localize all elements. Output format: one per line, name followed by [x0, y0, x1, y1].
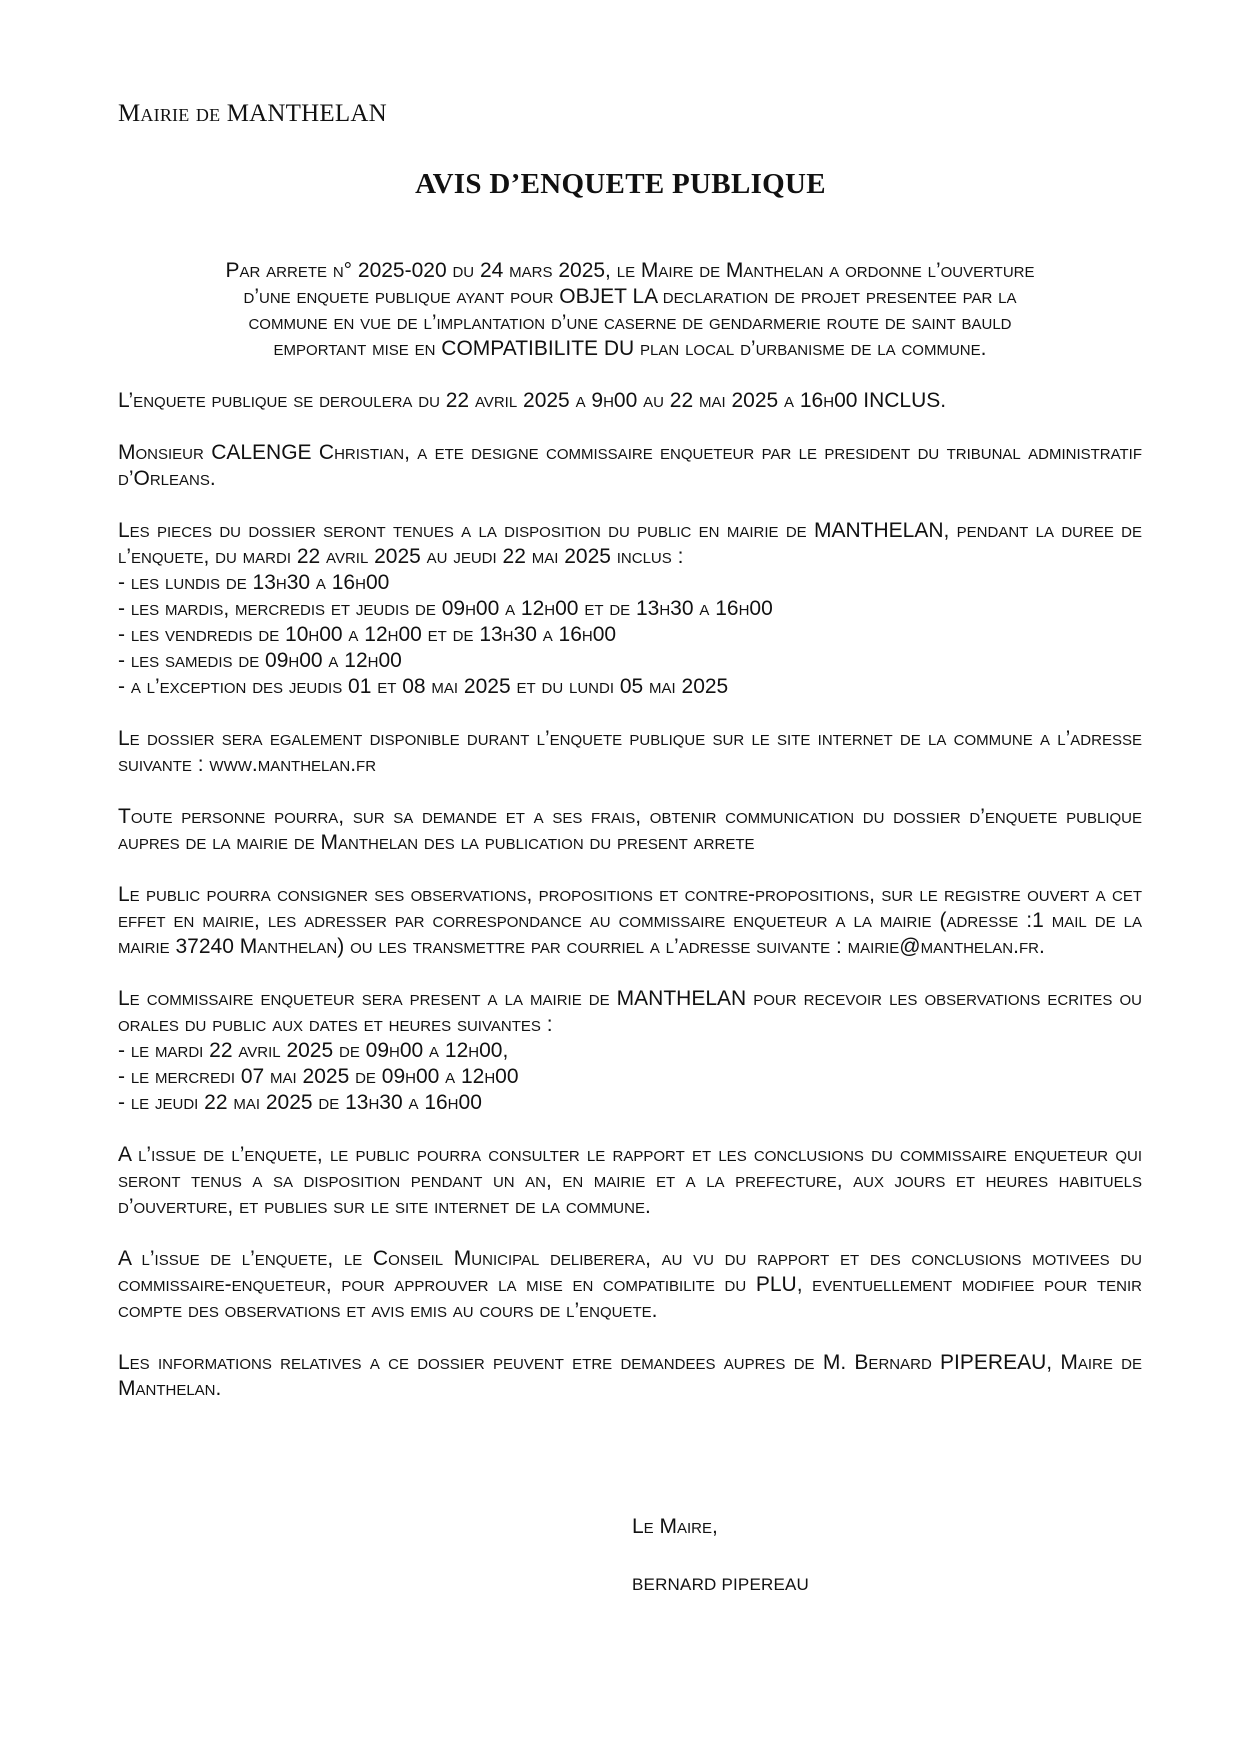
- list-item: - les samedis de 09h00 a 12h00: [118, 649, 402, 672]
- intro-line: Par arrete n° 2025-020 du 24 mars 2025, le Maire de Manthelan a ordonne l’ouverture: [225, 259, 1035, 282]
- internet-paragraph: Le dossier sera egalement disponible durant l’enquete publique sur le site internet de la commune a l’adresse suivante : www.manthelan.fr: [118, 727, 1142, 776]
- notice-title: AVIS D’ENQUETE PUBLIQUE: [415, 168, 826, 200]
- intro-paragraph: [118, 258, 1142, 362]
- signature-title: Le Maire,: [632, 1515, 718, 1538]
- intro-line: commune en vue de l’implantation d’une caserne de gendarmerie route de saint bauld: [248, 311, 1012, 334]
- dates-paragraph: L’enquete publique se deroulera du 22 avril 2025 a 9h00 au 22 mai 2025 a 16h00 INCLUS.: [118, 389, 947, 412]
- informations-paragraph: Les informations relatives a ce dossier peuvent etre demandees aupres de M. Bernard PIPEREAU, Maire de Manthelan.: [118, 1351, 1142, 1400]
- list-item: - a l’exception des jeudis 01 et 08 mai 2025 et du lundi 05 mai 2025: [118, 675, 729, 698]
- intro-line: d’une enquete publique ayant pour OBJET LA declaration de projet presentee par la: [243, 285, 1017, 308]
- presence-dates-list: [118, 1038, 1142, 1116]
- notice-body: [118, 258, 1142, 1402]
- list-item: - les vendredis de 10h00 a 12h00 et de 13h30 a 16h00: [118, 623, 617, 646]
- mairie-heading: Mairie de MANTHELAN: [118, 100, 387, 127]
- observations-paragraph: Le public pourra consigner ses observations, propositions et contre-propositions, sur le registre ouvert a cet effet en mairie, les adresser par correspondance au commissaire enqueteur a la mairie (adresse :1 mail de la mairie 37240 Manthelan) ou les transmettre par courriel a l’adresse suivante : mairie@manthelan.fr.: [118, 883, 1142, 958]
- list-item: - les mardis, mercredis et jeudis de 09h00 a 12h00 et de 13h30 a 16h00: [118, 597, 773, 620]
- signature-name: BERNARD PIPEREAU: [632, 1575, 810, 1594]
- presence-intro: Le commissaire enqueteur sera present a la mairie de MANTHELAN pour recevoir les observations ecrites ou orales du public aux dates et heures suivantes :: [118, 987, 1142, 1036]
- opening-hours-list: [118, 570, 1142, 700]
- communication-paragraph: Toute personne pourra, sur sa demande et a ses frais, obtenir communication du dossier d’enquete publique aupres de la mairie de Manthelan des la publication du present arrete: [118, 805, 1142, 854]
- list-item: - le mardi 22 avril 2025 de 09h00 a 12h00,: [118, 1039, 509, 1062]
- commissaire-paragraph: Monsieur CALENGE Christian, a ete designe commissaire enqueteur par le president du tribunal administratif d’Orleans.: [118, 441, 1142, 490]
- intro-line: emportant mise en COMPATIBILITE DU plan local d’urbanisme de la commune.: [273, 337, 987, 360]
- rapport-paragraph: A l’issue de l’enquete, le public pourra consulter le rapport et les conclusions du commissaire enqueteur qui seront tenus a sa disposition pendant un an, en mairie et a la prefecture, aux jours et heures habituels d’ouverture, et publies sur le site internet de la commune.: [118, 1143, 1142, 1218]
- list-item: - le jeudi 22 mai 2025 de 13h30 a 16h00: [118, 1091, 482, 1114]
- list-item: - les lundis de 13h30 a 16h00: [118, 571, 390, 594]
- conseil-paragraph: A l’issue de l’enquete, le Conseil Municipal deliberera, au vu du rapport et des conclusions motivees du commissaire-enqueteur, pour approuver la mise en compatibilite du PLU, eventuellement modifiee pour tenir compte des observations et avis emis au cours de l’enquete.: [118, 1247, 1142, 1322]
- pieces-intro: Les pieces du dossier seront tenues a la disposition du public en mairie de MANTHELAN, pendant la duree de l’enquete, du mardi 22 avril 2025 au jeudi 22 mai 2025 inclus :: [118, 519, 1142, 568]
- list-item: - le mercredi 07 mai 2025 de 09h00 a 12h00: [118, 1065, 519, 1088]
